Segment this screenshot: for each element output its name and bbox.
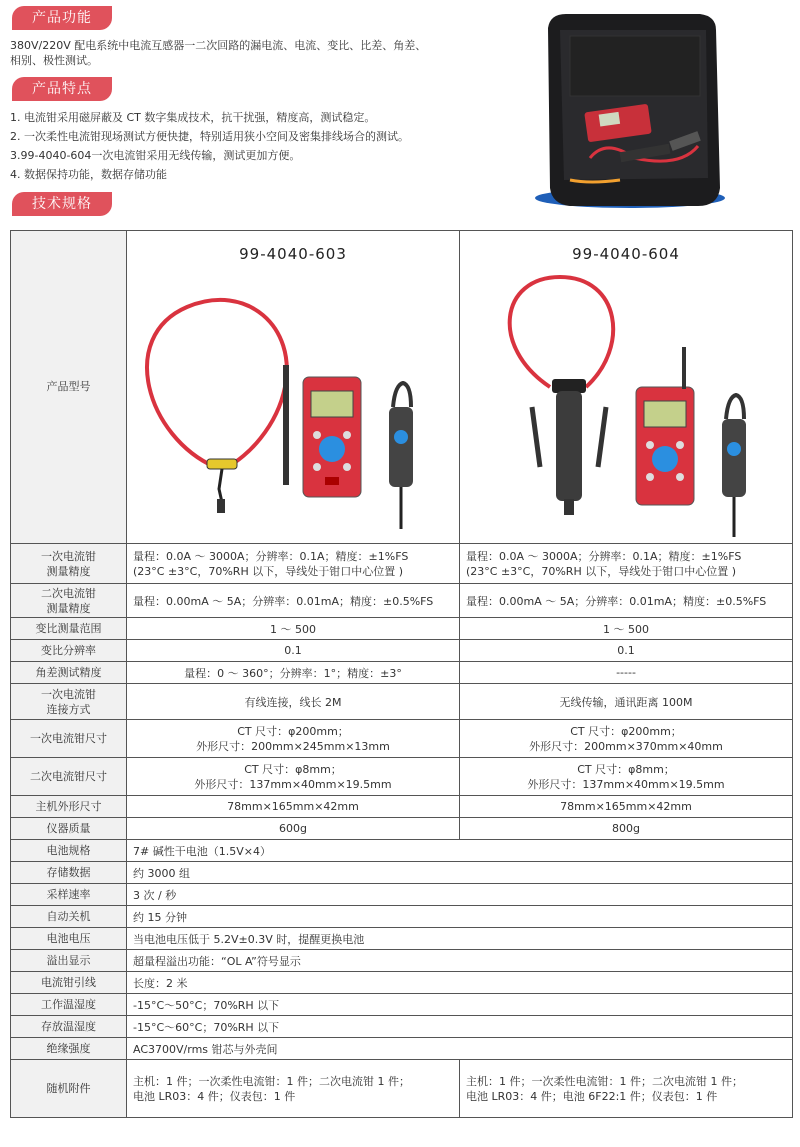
row-value-b: 量程：0.0A ～ 3000A；分辨率：0.1A；精度：±1%FS (23°C ±3°C，70%RH 以下，导线处于钳口中心位置 ) [460,544,793,584]
row-value-b: CT 尺寸：φ200mm； 外形尺寸：200mm×370mm×40mm [460,720,793,758]
row-value-a: 量程：0.0A ～ 3000A；分辨率：0.1A；精度：±1%FS (23°C ±3°C，70%RH 以下，导线处于钳口中心位置 ) [127,544,460,584]
accessories-b: 主机：1 件；一次柔性电流钳：1 件；二次电流钳 1 件； 电池 LR03：4 件；电池 6F22:1 件；仪表包：1 件 [460,1060,793,1118]
row-value-b: 0.1 [460,640,793,662]
meter-icon [636,347,694,505]
row-value: 3 次 / 秒 [127,884,793,906]
row-value-a: 600g [127,818,460,840]
row-value-a: 量程：0 ～ 360°；分辨率：1°；精度：±3° [127,662,460,684]
row-value: -15°C～60°C；70%RH 以下 [127,1016,793,1038]
meter-icon [303,377,361,497]
row-label: 变比测量范围 [11,618,127,640]
row-label: 随机附件 [11,1060,127,1118]
row-label: 一次电流钳 连接方式 [11,684,127,720]
row-label: 变比分辨率 [11,640,127,662]
row-value: 约 3000 组 [127,862,793,884]
row-label: 仪器质量 [11,818,127,840]
row-label: 存放温湿度 [11,1016,127,1038]
row-label: 一次电流钳尺寸 [11,720,127,758]
row-label: 存储数据 [11,862,127,884]
row-value-a: CT 尺寸：φ8mm； 外形尺寸：137mm×40mm×19.5mm [127,758,460,796]
accessories-a: 主机：1 件；一次柔性电流钳：1 件；二次电流钳 1 件； 电池 LR03：4 件；仪表包：1 件 [127,1060,460,1118]
secondary-clamp-icon [722,395,746,537]
model-a-name: 99-4040-603 [239,245,347,263]
row-label: 主机外形尺寸 [11,796,127,818]
row-value-b: CT 尺寸：φ8mm； 外形尺寸：137mm×40mm×19.5mm [460,758,793,796]
row-value: 超量程溢出功能：“OL A”符号显示 [127,950,793,972]
row-label: 角差测试精度 [11,662,127,684]
row-value-b: 无线传输，通讯距离 100M [460,684,793,720]
row-value: 约 15 分钟 [127,906,793,928]
row-label: 一次电流钳 测量精度 [11,544,127,584]
row-label: 采样速率 [11,884,127,906]
model-a-image [127,267,460,543]
row-value: 长度：2 米 [127,972,793,994]
row-value-b: 量程：0.00mA ～ 5A；分辨率：0.01mA；精度：±0.5%FS [460,584,793,618]
section-badge-specs: 技术规格 [12,192,112,216]
feature-item: 3.99-4040-604一次电流钳采用无线传输，测试更加方便。 [10,149,301,162]
model-a-cell [127,231,460,544]
function-text-line: 380V/220V 配电系统中电流互感器一二次回路的漏电流、电流、变比、比差、角差、 [10,39,427,52]
feature-item: 4. 数据保持功能，数据存储功能 [10,168,167,181]
features-list [10,108,409,184]
row-value-b: 1 ～ 500 [460,618,793,640]
feature-item: 2. 一次柔性电流钳现场测试方便快捷，特别适用狭小空间及密集排线场合的测试。 [10,130,409,143]
row-label: 电流钳引线 [11,972,127,994]
model-label: 产品型号 [11,231,127,544]
row-value-a: 量程：0.00mA ～ 5A；分辨率：0.01mA；精度：±0.5%FS [127,584,460,618]
function-text-line: 相别、极性测试。 [10,54,98,67]
row-value-a: 1 ～ 500 [127,618,460,640]
row-value-a: CT 尺寸：φ200mm； 外形尺寸：200mm×245mm×13mm [127,720,460,758]
row-label: 二次电流钳 测量精度 [11,584,127,618]
spec-table [10,230,793,1118]
row-value: 7# 碱性干电池（1.5V×4） [127,840,793,862]
product-case-image [530,8,730,213]
function-text [10,38,426,68]
row-value-a: 0.1 [127,640,460,662]
model-b-cell [460,231,793,544]
feature-item: 1. 电流钳采用磁屏蔽及 CT 数字集成技术，抗干扰强，精度高，测试稳定。 [10,111,376,124]
model-b-name: 99-4040-604 [572,245,680,263]
row-value-b: 78mm×165mm×42mm [460,796,793,818]
row-label: 电池规格 [11,840,127,862]
row-label: 绝缘强度 [11,1038,127,1060]
row-label: 工作温湿度 [11,994,127,1016]
row-value: -15°C～50°C；70%RH 以下 [127,994,793,1016]
section-badge-function: 产品功能 [12,6,112,30]
model-b-image [460,267,793,543]
secondary-clamp-icon [389,383,413,529]
row-value: 当电池电压低于 5.2V±0.3V 时，提醒更换电池 [127,928,793,950]
row-value-b: 800g [460,818,793,840]
row-label: 电池电压 [11,928,127,950]
row-value-a: 78mm×165mm×42mm [127,796,460,818]
row-value-b: ----- [460,662,793,684]
row-label: 二次电流钳尺寸 [11,758,127,796]
section-badge-features: 产品特点 [12,77,112,101]
row-label: 自动关机 [11,906,127,928]
row-value: AC3700V/rms 钳芯与外壳间 [127,1038,793,1060]
row-label: 溢出显示 [11,950,127,972]
row-value-a: 有线连接，线长 2M [127,684,460,720]
